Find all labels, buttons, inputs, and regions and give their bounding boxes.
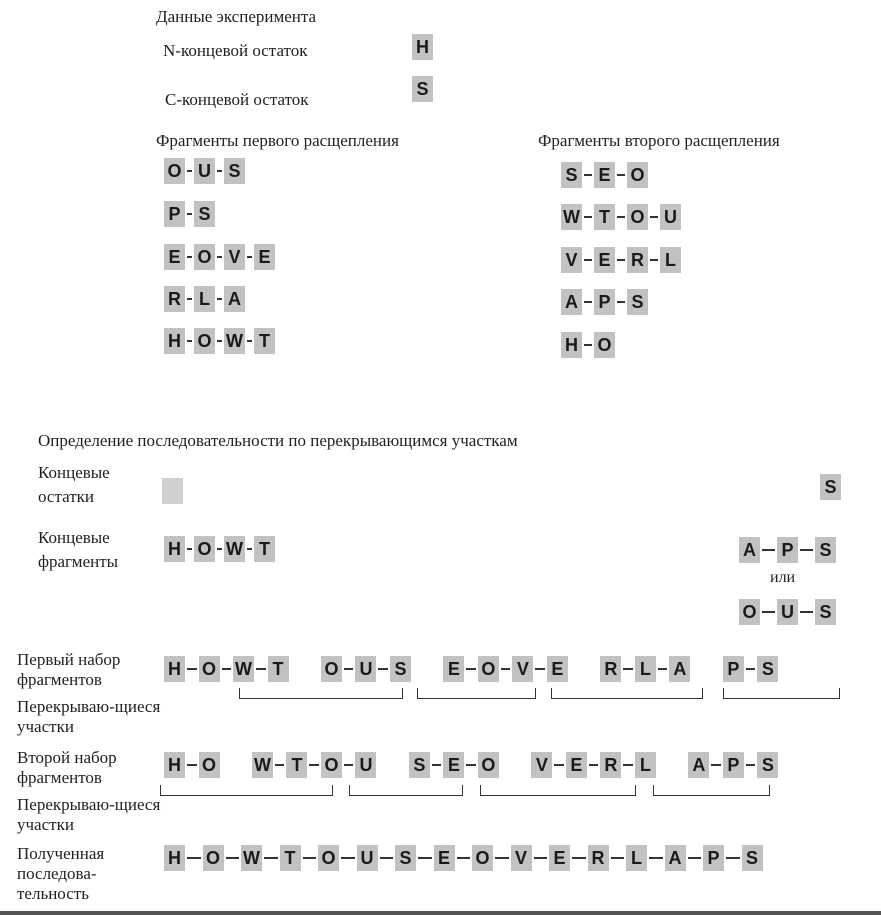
residue-box: H	[561, 332, 582, 358]
overlap-bracket	[160, 785, 333, 796]
first-cleavage-title: Фрагменты первого расщепления	[156, 131, 399, 150]
residue-box: T	[594, 204, 615, 230]
bond-dash	[217, 340, 222, 342]
residue-box: W	[224, 536, 245, 562]
residue-box: O	[164, 158, 185, 184]
bond-dash	[222, 668, 232, 670]
residue-box: T	[254, 536, 275, 562]
bond-dash	[344, 764, 354, 766]
residue-box: R	[164, 286, 185, 312]
residue-box: O	[321, 656, 342, 682]
n-terminal-label: N-концевой остаток	[163, 41, 308, 60]
residue-box: P	[164, 201, 185, 227]
end-fragments-label: Концевые фрагменты	[38, 528, 119, 571]
residue-box: H	[164, 536, 185, 562]
residue-box: O	[627, 204, 648, 230]
residue-box: S	[757, 656, 778, 682]
residue-box: U	[355, 752, 376, 778]
bond-dash	[617, 259, 625, 261]
bond-dash	[584, 344, 592, 346]
residue-box: V	[511, 845, 532, 871]
residue-box: R	[588, 845, 609, 871]
residue-box: T	[268, 656, 289, 682]
residue-box: P	[777, 537, 798, 563]
bond-dash	[341, 857, 355, 859]
residue-box: W	[224, 328, 245, 354]
residue-box: R	[627, 247, 648, 273]
residue-box: T	[280, 845, 301, 871]
bond-dash	[554, 764, 564, 766]
residue-box: S	[390, 656, 411, 682]
residue-box: S	[224, 158, 245, 184]
page-bottom-border	[0, 911, 881, 915]
residue-box: O	[472, 845, 493, 871]
residue-box: P	[723, 752, 744, 778]
bond-dash	[623, 764, 633, 766]
end-residue-left-blank	[162, 478, 183, 504]
bond-dash	[584, 301, 592, 303]
residue-box: U	[355, 656, 376, 682]
residue-box: L	[194, 286, 215, 312]
bond-dash	[589, 764, 599, 766]
bond-dash	[584, 174, 592, 176]
bond-dash	[688, 857, 702, 859]
bond-dash	[726, 857, 740, 859]
bond-dash	[617, 216, 625, 218]
bond-dash	[584, 259, 592, 261]
bond-dash	[275, 764, 285, 766]
end-residue-right: S	[820, 474, 841, 500]
residue-box: V	[531, 752, 552, 778]
overlap-title: Определение последовательности по перекрывающимся участкам	[38, 431, 518, 450]
bond-dash	[187, 213, 192, 215]
residue-box: P	[723, 656, 744, 682]
overlap-bracket	[349, 785, 463, 796]
residue-box: E	[594, 162, 615, 188]
residue-box: S	[194, 201, 215, 227]
residue-box: E	[566, 752, 587, 778]
residue-box: O	[199, 752, 220, 778]
residue-box: E	[547, 656, 568, 682]
residue-box: H	[164, 656, 185, 682]
bond-dash	[378, 668, 388, 670]
residue-box: W	[241, 845, 262, 871]
residue-box: O	[321, 752, 342, 778]
residue-box: T	[254, 328, 275, 354]
first-set-label: Первый набор фрагментов	[17, 650, 121, 689]
bond-dash	[495, 857, 509, 859]
bond-dash	[584, 216, 592, 218]
c-terminal-label: С-концевой остаток	[165, 90, 309, 109]
residue-box: E	[443, 656, 464, 682]
n-terminal-residue: H	[412, 34, 433, 60]
bond-dash	[187, 170, 192, 172]
bond-dash	[187, 857, 201, 859]
bond-dash	[746, 668, 756, 670]
residue-box: S	[757, 752, 778, 778]
residue-box: E	[254, 244, 275, 270]
bond-dash	[187, 298, 192, 300]
bond-dash	[187, 668, 197, 670]
residue-box: E	[164, 244, 185, 270]
bond-dash	[762, 549, 775, 551]
overlap-bracket	[480, 785, 636, 796]
bond-dash	[617, 174, 625, 176]
residue-box: A	[224, 286, 245, 312]
residue-box: S	[409, 752, 430, 778]
residue-box: W	[233, 656, 254, 682]
bond-dash	[247, 340, 252, 342]
overlaps-label-1: Перекрываю-щиеся участки	[17, 697, 161, 736]
overlap-bracket	[653, 785, 770, 796]
bond-dash	[658, 668, 668, 670]
experiment-title: Данные эксперимента	[156, 7, 317, 26]
bond-dash	[217, 548, 222, 550]
residue-box: S	[742, 845, 763, 871]
bond-dash	[466, 764, 476, 766]
residue-box: V	[512, 656, 533, 682]
residue-box: S	[815, 537, 836, 563]
residue-box: E	[443, 752, 464, 778]
bond-dash	[217, 256, 222, 258]
bond-dash	[762, 611, 775, 613]
residue-box: O	[199, 656, 220, 682]
residue-box: H	[164, 752, 185, 778]
bond-dash	[572, 857, 586, 859]
overlaps-label-2: Перекрываю-щиеся участки	[17, 795, 161, 834]
residue-box: U	[357, 845, 378, 871]
residue-box: L	[626, 845, 647, 871]
residue-box: O	[594, 332, 615, 358]
residue-box: O	[194, 536, 215, 562]
bond-dash	[800, 611, 813, 613]
second-cleavage-title: Фрагменты второго расщепления	[538, 131, 780, 150]
bond-dash	[617, 301, 625, 303]
second-set-label: Второй набор фрагментов	[17, 748, 117, 787]
residue-box: O	[318, 845, 339, 871]
bond-dash	[187, 340, 192, 342]
bond-dash	[534, 857, 548, 859]
residue-box: V	[224, 244, 245, 270]
bond-dash	[187, 256, 192, 258]
bond-dash	[217, 170, 222, 172]
residue-box: E	[549, 845, 570, 871]
residue-box: A	[688, 752, 709, 778]
residue-box: U	[777, 599, 798, 625]
residue-box: A	[561, 289, 582, 315]
residue-box: W	[561, 204, 582, 230]
bond-dash	[535, 668, 545, 670]
residue-box: H	[164, 328, 185, 354]
bond-dash	[256, 668, 266, 670]
end-residues-label: Концевые остатки	[38, 463, 110, 506]
residue-box: U	[194, 158, 215, 184]
bond-dash	[649, 857, 663, 859]
bond-dash	[226, 857, 240, 859]
residue-box: R	[600, 752, 621, 778]
residue-box: A	[739, 537, 760, 563]
overlap-bracket	[417, 688, 536, 699]
c-terminal-residue: S	[412, 76, 433, 102]
bond-dash	[457, 857, 471, 859]
bond-dash	[380, 857, 394, 859]
residue-box: S	[561, 162, 582, 188]
residue-box: O	[627, 162, 648, 188]
bond-dash	[432, 764, 442, 766]
residue-box: E	[594, 247, 615, 273]
residue-box: O	[739, 599, 760, 625]
residue-box: L	[635, 656, 656, 682]
residue-box: L	[635, 752, 656, 778]
residue-box: S	[627, 289, 648, 315]
bond-dash	[711, 764, 721, 766]
bond-dash	[418, 857, 432, 859]
bond-dash	[247, 548, 252, 550]
bond-dash	[800, 549, 813, 551]
result-label: Полученная последова-тельность	[17, 844, 105, 903]
residue-box: O	[478, 656, 499, 682]
residue-box: O	[203, 845, 224, 871]
residue-box: O	[194, 328, 215, 354]
residue-box: O	[194, 244, 215, 270]
bond-dash	[611, 857, 625, 859]
bond-dash	[217, 298, 222, 300]
bond-dash	[746, 764, 756, 766]
residue-box: S	[815, 599, 836, 625]
bond-dash	[650, 259, 658, 261]
overlap-bracket	[723, 688, 840, 699]
residue-box: T	[286, 752, 307, 778]
residue-box: A	[665, 845, 686, 871]
residue-box: E	[434, 845, 455, 871]
bond-dash	[466, 668, 476, 670]
bond-dash	[303, 857, 317, 859]
overlap-bracket	[239, 688, 403, 699]
residue-box: H	[164, 845, 185, 871]
residue-box: A	[669, 656, 690, 682]
bond-dash	[187, 548, 192, 550]
bond-dash	[309, 764, 319, 766]
bond-dash	[650, 216, 658, 218]
bond-dash	[247, 256, 252, 258]
bond-dash	[501, 668, 511, 670]
or-word: или	[770, 569, 796, 586]
residue-box: R	[600, 656, 621, 682]
bond-dash	[187, 764, 197, 766]
overlap-bracket	[551, 688, 703, 699]
bond-dash	[623, 668, 633, 670]
residue-box: P	[703, 845, 724, 871]
residue-box: V	[561, 247, 582, 273]
residue-box: L	[660, 247, 681, 273]
bond-dash	[344, 668, 354, 670]
bond-dash	[264, 857, 278, 859]
residue-box: S	[395, 845, 416, 871]
residue-box: W	[252, 752, 273, 778]
residue-box: U	[660, 204, 681, 230]
residue-box: P	[594, 289, 615, 315]
residue-box: O	[478, 752, 499, 778]
